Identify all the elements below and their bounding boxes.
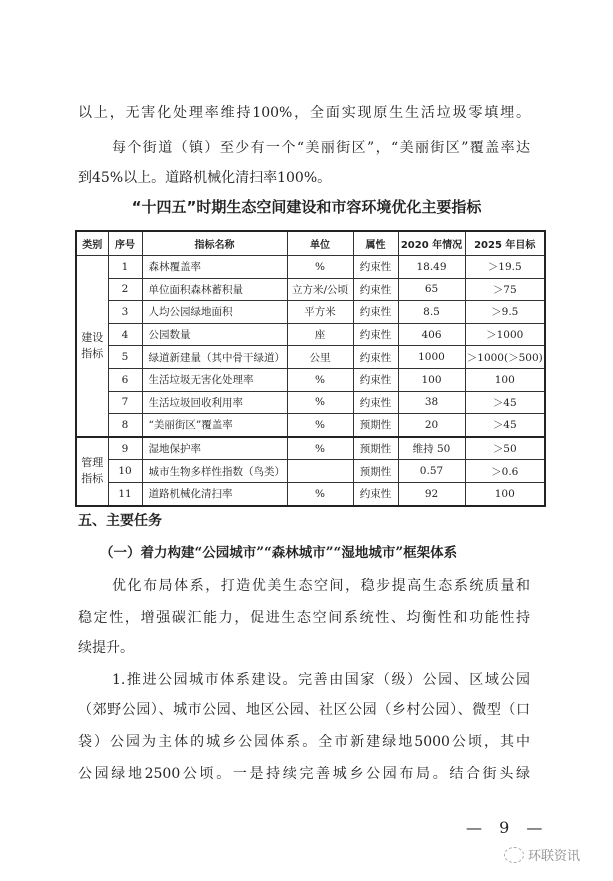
table-cell: 约束性 xyxy=(353,346,398,369)
table-row xyxy=(76,437,545,460)
table-cell: 维持 50 xyxy=(398,437,465,460)
table-cell: ＞75 xyxy=(465,278,545,301)
table-cell: 38 xyxy=(398,391,465,414)
table-cell: ＞50 xyxy=(465,437,545,460)
table-cell: 预期性 xyxy=(353,460,398,483)
column-header: 2020 年情况 xyxy=(398,231,465,256)
table-cell: 城市生物多样性指数（鸟类） xyxy=(142,460,287,483)
table-row xyxy=(76,368,545,391)
table-cell: 立方米/公顷 xyxy=(287,278,353,301)
paragraph-line: 到45%以上。道路机械化清扫率100%。 xyxy=(78,170,332,186)
table-cell: 9 xyxy=(108,437,142,460)
wechat-icon xyxy=(504,847,524,863)
table-cell: ＞9.5 xyxy=(465,301,545,324)
table-cell: 约束性 xyxy=(353,301,398,324)
subsection-heading: （一）着力构建“公园城市”“森林城市”“湿地城市”框架体系 xyxy=(100,545,458,561)
table-cell: 约束性 xyxy=(353,256,398,279)
table-cell: 4 xyxy=(108,323,142,346)
table-cell: 森林覆盖率 xyxy=(142,256,287,279)
section-heading: 五、主要任务 xyxy=(78,513,162,529)
table-cell: 1000 xyxy=(398,346,465,369)
table-cell: % xyxy=(287,256,353,279)
table-cell: 预期性 xyxy=(353,437,398,460)
paragraph-line: 以上，无害化处理率维持100%，全面实现原生生活垃圾零填埋。 xyxy=(78,105,530,121)
column-header: 单位 xyxy=(287,231,353,256)
table-cell: 约束性 xyxy=(353,391,398,414)
table-row xyxy=(76,278,545,301)
category-cell: 建设指标 xyxy=(76,256,108,437)
category-cell: 管理指标 xyxy=(76,437,108,506)
table-cell: ＞1000 xyxy=(465,323,545,346)
table-cell: % xyxy=(287,482,353,505)
table-cell: 绿道新建量（其中骨干绿道） xyxy=(142,346,287,369)
table-cell: 8.5 xyxy=(398,301,465,324)
table-cell: 8 xyxy=(108,414,142,437)
table-cell: % xyxy=(287,391,353,414)
table-cell: 406 xyxy=(398,323,465,346)
table-cell: 5 xyxy=(108,346,142,369)
table-cell: 20 xyxy=(398,414,465,437)
table-row xyxy=(76,414,545,437)
paragraph-line: 1.推进公园城市体系建设。完善由国家（级）公园、区域公园 xyxy=(112,672,530,688)
table-title: “十四五”时期生态空间建设和市容环境优化主要指标 xyxy=(131,198,482,216)
table-cell: 单位面积森林蓄积量 xyxy=(142,278,287,301)
table-cell: % xyxy=(287,368,353,391)
table-cell: 10 xyxy=(108,460,142,483)
table-cell: 92 xyxy=(398,482,465,505)
table-row xyxy=(76,460,545,483)
table-cell: ＞0.6 xyxy=(465,460,545,483)
paragraph-line: 优化布局体系，打造优美生态空间，稳步提高生态系统质量和 xyxy=(112,578,530,594)
table-cell: 座 xyxy=(287,323,353,346)
table-cell: 1 xyxy=(108,256,142,279)
table-cell: “美丽街区”覆盖率 xyxy=(142,414,287,437)
table-cell: 公里 xyxy=(287,346,353,369)
table-row xyxy=(76,482,545,505)
table-cell: 2 xyxy=(108,278,142,301)
column-header: 属性 xyxy=(353,231,398,256)
paragraph-line: 每个街道（镇）至少有一个“美丽街区”，“美丽街区”覆盖率达 xyxy=(112,140,530,156)
table-cell: 约束性 xyxy=(353,368,398,391)
table-row xyxy=(76,391,545,414)
watermark xyxy=(504,845,580,864)
table-cell xyxy=(287,460,353,483)
table-cell: 约束性 xyxy=(353,323,398,346)
header-row xyxy=(76,231,545,256)
table-cell: ＞1000(＞500) xyxy=(465,346,545,369)
table-cell: 0.57 xyxy=(398,460,465,483)
table-cell: 100 xyxy=(398,368,465,391)
column-header: 2025 年目标 xyxy=(465,231,545,256)
paragraph-line: 稳定性，增强碳汇能力，促进生态空间系统性、均衡性和功能性持 xyxy=(78,610,530,626)
table-cell: 6 xyxy=(108,368,142,391)
table-row xyxy=(76,301,545,324)
table-cell: ＞45 xyxy=(465,414,545,437)
table-cell: 3 xyxy=(108,301,142,324)
table-cell: 7 xyxy=(108,391,142,414)
table-cell: 平方米 xyxy=(287,301,353,324)
table-cell: % xyxy=(287,414,353,437)
table-cell: 约束性 xyxy=(353,278,398,301)
paragraph-line: 袋）公园为主体的城乡公园体系。全市新建绿地5000公顷，其中 xyxy=(78,734,530,750)
table-row xyxy=(76,256,545,279)
table-cell: 人均公园绿地面积 xyxy=(142,301,287,324)
table-cell: 100 xyxy=(465,368,545,391)
table-cell: 预期性 xyxy=(353,414,398,437)
table-cell: ＞45 xyxy=(465,391,545,414)
table-cell: 道路机械化清扫率 xyxy=(142,482,287,505)
paragraph-line: （郊野公园）、城市公园、地区公园、社区公园（乡村公园）、微型（口 xyxy=(78,702,530,718)
table-cell: 生活垃圾回收利用率 xyxy=(142,391,287,414)
table-row xyxy=(76,323,545,346)
table-cell: 100 xyxy=(465,482,545,505)
table-cell: 18.49 xyxy=(398,256,465,279)
column-header: 序号 xyxy=(108,231,142,256)
table-cell: 11 xyxy=(108,482,142,505)
column-header: 指标名称 xyxy=(142,231,287,256)
table-cell: 约束性 xyxy=(353,482,398,505)
paragraph-line: 续提升。 xyxy=(78,640,134,656)
indicator-table xyxy=(75,230,546,507)
table-cell: ＞19.5 xyxy=(465,256,545,279)
table-cell: 65 xyxy=(398,278,465,301)
table-row xyxy=(76,346,545,369)
table-cell: 湿地保护率 xyxy=(142,437,287,460)
table-cell: 公园数量 xyxy=(142,323,287,346)
table-cell: % xyxy=(287,437,353,460)
paragraph-line: 公园绿地2500公顷。一是持续完善城乡公园布局。结合街头绿 xyxy=(78,766,530,782)
column-header: 类别 xyxy=(76,231,108,256)
table-cell: 生活垃圾无害化处理率 xyxy=(142,368,287,391)
watermark-text: 环联资讯 xyxy=(528,849,581,864)
page-number: — 9 — xyxy=(466,818,549,837)
